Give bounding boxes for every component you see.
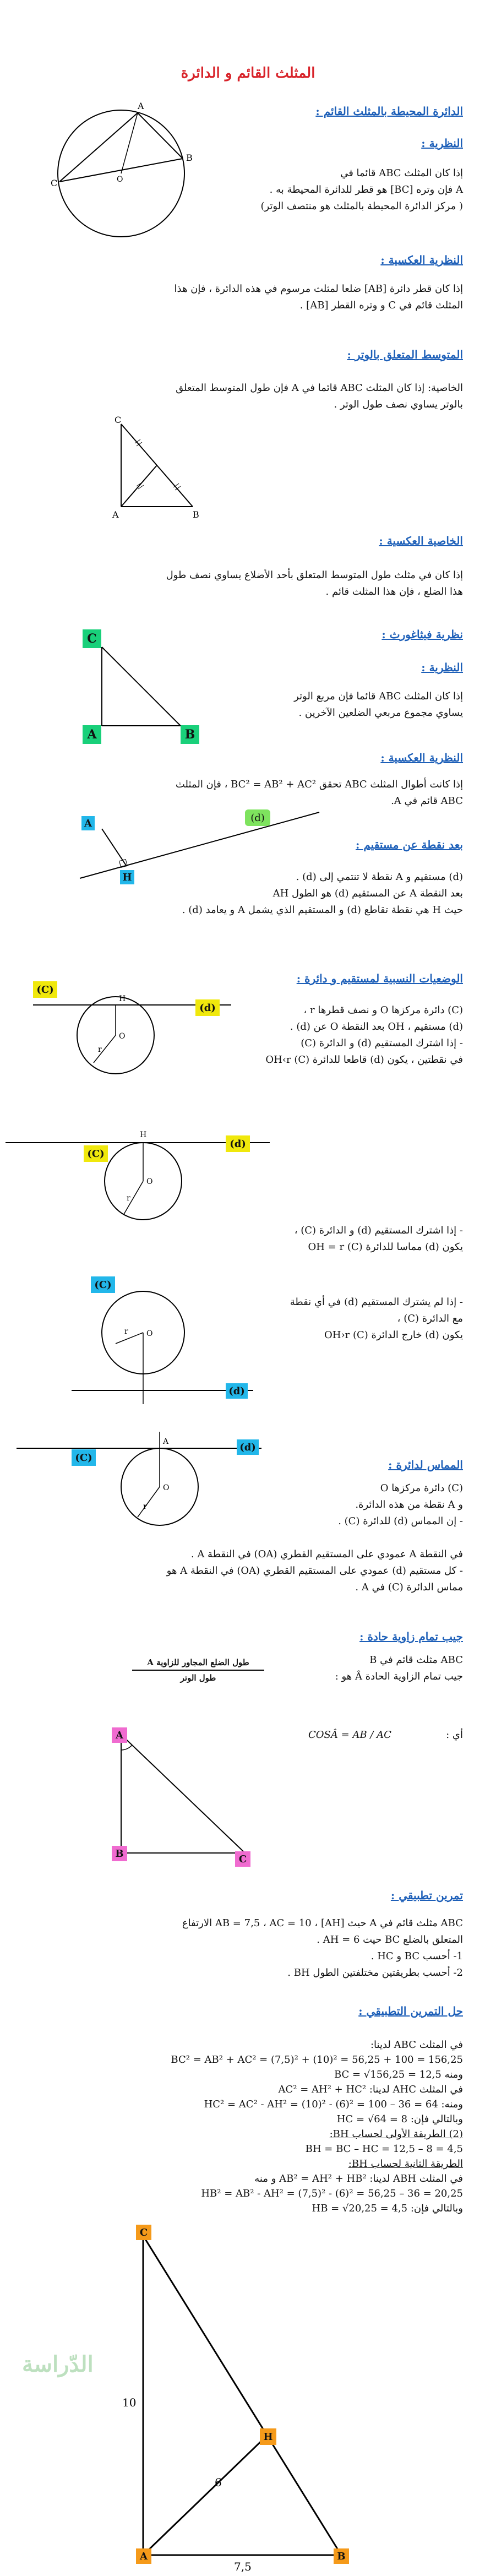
solution-line-11: HB² = AB² - AH² = (7,5)² - (6)² = 56,25 – 36 = 20,25 [201, 2188, 463, 2199]
pythagoras-text [248, 688, 463, 721]
label-B: B [193, 509, 199, 520]
solution-line-2: BC² = AB² + AC² = (7,5)² + (10)² = 56,25 + 100 = 156,25 [171, 2054, 463, 2066]
converse-median-text [34, 567, 463, 600]
tangent-def-line-3: - إن المماس (d) للدائرة (C) . [338, 1515, 463, 1527]
converse-pythagoras-line-2: ABC قائم في A. [391, 795, 463, 807]
positions-line-4: في نقطتين ، يكون (d) قاطعا للدائرة (C) OH‹r [265, 1054, 463, 1066]
section-heading-cosine: جيب تمام زاوية حادة : [359, 1630, 463, 1643]
solution-line-12: وبالتالي فإن: HB = √20,25 = 4,5 [312, 2203, 463, 2214]
converse-median-line-1: إذا كان في مثلث طول المتوسط المتعلق بأحد الأضلاع يساوي نصف طول [166, 569, 463, 581]
solution-line-7: (2) الطريقة الأولى لحساب BH: [329, 2128, 463, 2140]
label-O: O [146, 1329, 153, 1338]
pythagoras-line-2: يساوي مجموع مربعي الضلعين الآخرين . [298, 707, 463, 719]
median-figure [105, 413, 215, 523]
label-C: C [51, 178, 58, 188]
tangent-def-text [254, 1480, 463, 1530]
positions-line-3: - إذا اشترك المستقيم (d) و الدائرة (C) [301, 1037, 463, 1049]
median-line-1: الخاصية: إذا كان المثلث ABC قائما في A فإن طول المتوسط المتعلق [176, 382, 463, 394]
label-O: O [163, 1483, 170, 1492]
label-C-box: C [235, 1851, 250, 1867]
outside-line-2: مع الدائرة (C) ، [397, 1313, 463, 1324]
label-O: O [119, 1032, 126, 1041]
solution-line-8: BH = BC – HC = 12,5 – 8 = 4,5 [305, 2143, 463, 2155]
pythagoras-line-1: إذا كان المثلث ABC قائما فإن مربع الوتر [294, 691, 463, 702]
label-H: H [140, 1131, 147, 1139]
label-H-box: H [120, 870, 134, 884]
label-A-box: A [112, 1727, 127, 1743]
distance-line-3: حيث H هي نقطة تقاطع (d) و المستقيم الذي يشمل A و يعامد (d) . [182, 904, 463, 916]
label-C-box: C [83, 629, 101, 648]
distance-text [34, 869, 463, 919]
label-A-box: A [81, 816, 95, 830]
label-H-box: H [260, 2428, 276, 2445]
section-heading-converse-pythagoras: النظرية العكسية : [380, 751, 463, 764]
cosine-line-2: جيب تمام الزاوية الحادة Â هو : [335, 1671, 463, 1682]
section-heading-exercise: تمرين تطبيقي : [390, 1889, 463, 1902]
solution-line-5: ومنه: HC² = AC² - AH² = (10)² - (6)² = 100 – 36 = 64 [204, 2099, 463, 2110]
outside-line-3: يكون (d) خارج الدائرة (C) OH›r [324, 1329, 463, 1341]
section-heading-circumcircle: الدائرة المحيطة بالمثلث القائم : [315, 105, 463, 118]
label-C: C [115, 415, 122, 425]
label-B: B [186, 153, 193, 163]
tangent-prop-text [34, 1546, 463, 1596]
label-A-box: A [83, 725, 101, 744]
fraction-numerator: طول الضلع المجاور للزاوية A [132, 1657, 264, 1671]
label-d-box: (d) [245, 809, 270, 826]
label-d-box: (d) [237, 1439, 259, 1455]
page-title: المثلث القائم و الدائرة [181, 65, 315, 81]
label-B-box: B [112, 1846, 127, 1861]
cosine-formula: COSÂ = AB / AC [308, 1729, 391, 1741]
solution-line-4: في المثلث AHC لدينا: AC² = AH² + HC² [278, 2084, 463, 2095]
tangent-figure [0, 1112, 275, 1222]
section-heading-solution: حل التمرين التطبيقي : [358, 2004, 463, 2018]
label-r: r [127, 1194, 130, 1203]
tangent-line-figure [11, 1432, 264, 1536]
label-A-box: A [136, 2548, 151, 2564]
label-A: A [112, 509, 119, 520]
label-r: r [98, 1045, 102, 1054]
label-d-box: (d) [195, 999, 220, 1016]
exercise-text [34, 1915, 463, 1981]
outside-text [232, 1294, 463, 1344]
label-d-box: (d) [226, 1383, 248, 1399]
solution-line-9: الطريقة الثانية لحساب BH: [348, 2158, 463, 2170]
label-r: r [124, 1327, 128, 1336]
fraction-denominator: طول الوتر [180, 1673, 216, 1683]
exercise-line-3: 1- أحسب BC و HC . [370, 1950, 463, 1962]
cosine-line-1: ABC مثلث قائم في B [369, 1654, 463, 1666]
theorem-text [221, 165, 463, 215]
watermark-logo: الدّراسة [22, 2351, 94, 2377]
label-A: A [138, 101, 144, 111]
tangent-prop-line-2: - كل مستقيم (d) عمودي على المستقيم القطري (OA) في النقطة A هو [166, 1565, 463, 1577]
tangent-def-line-2: و A نقطة من هذه الدائرة. [355, 1499, 463, 1510]
label-d-box: (d) [226, 1135, 250, 1152]
solution-triangle [110, 2225, 374, 2573]
secant-figure [33, 980, 231, 1090]
label-O: O [117, 175, 123, 184]
tangent-prop-line-1: في النقطة A عمودي على المستقيم القطري (OA) في النقطة A . [190, 1548, 463, 1560]
pythagoras-figure [83, 628, 204, 749]
label-C-box: C [136, 2225, 151, 2240]
theorem-line-2: A فإن وتره [BC] هو قطر للدائرة المحيطة به . [269, 184, 463, 195]
section-heading-positions: الوضعيات النسبية لمستقيم و دائرة : [296, 972, 463, 985]
exercise-line-1: ABC مثلث قائم في A حيث AB = 7,5 ، AC = 10 ، [AH] الارتفاع [182, 1917, 463, 1929]
cosine-ay: أي : [446, 1729, 463, 1741]
median-text [34, 380, 463, 413]
positions-line-2: (d) مستقيم ، OH بعد النقطة O عن (d) . [290, 1021, 463, 1032]
section-heading-converse-median: الخاصية العكسية : [379, 534, 463, 547]
exercise-line-2: المتعلق بالضلع BC حيث AH = 6 . [317, 1934, 463, 1945]
section-heading-median: المتوسط المتعلق بالوتر : [347, 348, 463, 361]
outside-line-1: - إذا لم يشترك المستقيم (d) في أي نقطة [290, 1296, 463, 1308]
theorem-heading: النظرية : [421, 137, 463, 150]
tangent-prop-line-3: مماس الدائرة (C) في A . [355, 1582, 463, 1593]
solution-line-10: في المثلث ABH لدينا: AB² = AH² + HB² و منه [254, 2173, 463, 2184]
exercise-line-4: 2- أحسب بطريقتين مختلفتين الطول BH . [287, 1967, 463, 1979]
positions-text [226, 1002, 463, 1068]
converse-line-1: إذا كان قطر دائرة [AB] ضلعا لمثلث مرسوم في هذه الدائرة ، فإن هذا [174, 283, 463, 295]
label-C-box: (C) [33, 981, 57, 998]
tangent-line-1: - إذا اشترك المستقيم (d) و الدائرة (C) ، [294, 1225, 463, 1236]
section-heading-converse: النظرية العكسية : [380, 253, 463, 267]
distance-line-2: بعد النقطة A عن المستقيم (d) هو الطول AH [272, 888, 463, 899]
label-C-box: (C) [91, 1276, 115, 1293]
converse-median-line-2: هذا الضلع ، فإن هذا المثلث قائم . [325, 586, 463, 597]
section-heading-distance: بعد نقطة عن مستقيم : [356, 838, 463, 851]
section-heading-pythagoras: نظرية فيثاغورث : [381, 628, 463, 641]
label-len-6: 6 [215, 2476, 222, 2489]
pythagoras-theorem-heading: النظرية : [421, 661, 463, 674]
median-line-2: بالوتر يساوي نصف طول الوتر . [334, 399, 463, 410]
tangent-line-2: يكون (d) مماسا للدائرة (C) OH = r [308, 1241, 463, 1253]
tangent-def-line-1: (C) دائرة مركزها O [380, 1482, 463, 1494]
converse-text [34, 281, 463, 314]
solution-line-1: في المثلث ABC لدينا: [370, 2039, 463, 2051]
solution-line-3: ومنه BC = √156,25 = 12,5 [334, 2069, 463, 2080]
positions-line-1: (C) دائرة مركزها O و نصف قطرها r ، [303, 1004, 463, 1016]
tangent-text [226, 1222, 463, 1256]
theorem-line-1: إذا كان المثلث ABC قائما في [340, 167, 463, 179]
label-O: O [146, 1177, 153, 1186]
label-H: H [119, 994, 126, 1003]
solution-text [34, 2037, 463, 2216]
label-A: A [163, 1437, 169, 1446]
cosine-fraction [132, 1657, 264, 1683]
label-C-box: (C) [84, 1145, 108, 1162]
theorem-line-3: ( مركز الدائرة المحيطة بالمثلث هو منتصف الوتر) [260, 200, 463, 212]
distance-line-1: (d) مستقيم و A نقطة لا تنتمي إلى (d) . [296, 871, 463, 883]
circumcircle-figure [44, 99, 204, 248]
converse-line-2: المثلث قائم في C و وتره القطر [AB] . [299, 300, 463, 311]
label-B-box: B [181, 725, 199, 744]
converse-pythagoras-line-1: إذا كانت أطوال المثلث ABC تحقق BC² = AB² + AC² ، فإن المثلث [175, 779, 463, 790]
label-C-box: (C) [72, 1449, 96, 1466]
solution-line-6: وبالتالي فإن: HC = √64 = 8 [336, 2113, 463, 2125]
label-r: r [143, 1502, 147, 1511]
label-len-7-5: 7,5 [234, 2560, 252, 2573]
label-B-box: B [334, 2548, 349, 2564]
section-heading-tangent: المماس لدائرة : [388, 1458, 463, 1471]
label-len-10: 10 [122, 2396, 137, 2409]
cosine-text [281, 1652, 463, 1685]
